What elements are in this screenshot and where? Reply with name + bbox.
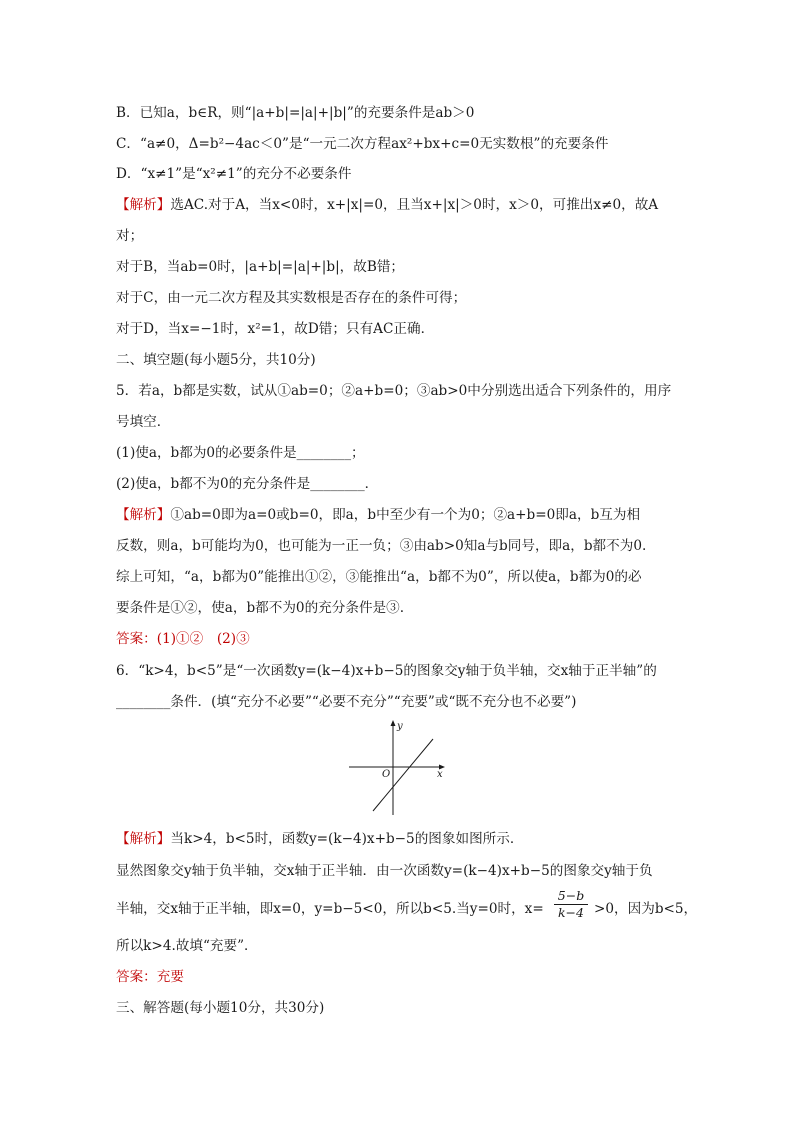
- analysis-6-line-3: 半轴，交x轴于正半轴，即x=0，y=b−5<0，所以b<5.当y=0时，x=: [116, 901, 544, 917]
- analysis-5-line-3: 综上可知，“a，b都为0”能推出①②，③能推出“a，b都不为0”，所以使a，b都为0的必: [116, 569, 642, 585]
- option-c: C．“a≠0，Δ=b²−4ac＜0”是“一元二次方程ax²+bx+c=0无实数根”的充要条件: [116, 136, 609, 152]
- analysis-6-line-4: 所以k>4.故填“充要”．: [116, 938, 258, 954]
- analysis-5-line-4: 要条件是①②，使a，b都不为0的充分条件是③.: [116, 600, 405, 616]
- y-axis-arrow: [391, 720, 396, 726]
- fraction-denominator: k−4: [557, 905, 584, 920]
- analysis-6-line-3-tail: >0，因为b<5，: [594, 901, 698, 917]
- section-heading-answer-questions: 三、解答题(每小题10分，共30分): [116, 1000, 325, 1016]
- analysis-1-line-3: 对于B，当ab=0时，|a+b|=|a|+|b|，故B错；: [116, 259, 405, 275]
- x-axis-label: x: [437, 769, 443, 780]
- option-b: B．已知a，b∈R，则“|a+b|=|a|+|b|”的充要条件是ab＞0: [116, 105, 475, 121]
- fraction-numerator: 5−b: [557, 888, 585, 903]
- option-d: D．“x≠1”是“x²≠1”的充分不必要条件: [116, 166, 352, 182]
- analysis-1-line-2: 对；: [116, 228, 144, 244]
- analysis-5-line-1: [116, 506, 640, 524]
- question-5-line-2: 号填空．: [116, 414, 171, 430]
- analysis-tag: 【解析】: [116, 507, 171, 523]
- analysis-6-text: 当k>4，b<5时，函数y=(k−4)x+b−5的图象如图所示．: [170, 831, 524, 847]
- origin-label: O: [382, 769, 391, 780]
- analysis-1-line-5: 对于D，当x=−1时，x²=1，故D错；只有AC正确．: [116, 321, 435, 337]
- analysis-6-line-2: 显然图象交y轴于负半轴，交x轴于正半轴．由一次函数y=(k−4)x+b−5的图象交y轴于负: [116, 863, 653, 879]
- question-6-line-1: 6．“k>4，b<5”是“一次函数y=(k−4)x+b−5的图象交y轴于负半轴，交x轴于正半轴”的: [116, 663, 657, 679]
- analysis-6-line-1: [116, 830, 523, 848]
- analysis-5-line-2: 反数，则a，b可能均为0，也可能为一正一负；③由ab>0知a与b同号，即a，b都不为0.: [116, 538, 647, 554]
- section-heading-fill-blank: 二、填空题(每小题5分，共10分): [116, 352, 316, 368]
- analysis-tag: 【解析】: [116, 197, 171, 213]
- answer-5: 答案：(1)①② (2)③: [116, 631, 250, 647]
- question-5-line-1: 5．若a，b都是实数，试从①ab=0；②a+b=0；③ab>0中分别选出适合下列条件的，用序: [116, 383, 672, 399]
- fraction: [552, 888, 590, 921]
- linear-function-graph: [345, 717, 449, 819]
- analysis-5-text: ①ab=0即为a=0或b=0，即a，b中至少有一个为0；②a+b=0即a，b互为相: [170, 507, 641, 523]
- question-5-part-2: (2)使a，b都不为0的充分条件是________．: [116, 476, 379, 492]
- analysis-1-line-4: 对于C，由一元二次方程及其实数根是否存在的条件可得；: [116, 290, 467, 306]
- answer-6: 答案：充要: [116, 969, 184, 985]
- question-6-line-2: ________条件．(填“充分不必要”“必要不充分”“充要”或“既不充分也不必要”): [116, 694, 577, 710]
- question-5-part-1: (1)使a，b都为0的必要条件是________；: [116, 445, 365, 461]
- y-axis-label: y: [397, 721, 403, 732]
- analysis-1-text: 选AC.对于A，当x<0时，x+|x|=0，且当x+|x|＞0时，x＞0，可推出x≠0，故A: [170, 197, 659, 213]
- analysis-tag: 【解析】: [116, 831, 171, 847]
- analysis-1-line-1: [116, 196, 658, 214]
